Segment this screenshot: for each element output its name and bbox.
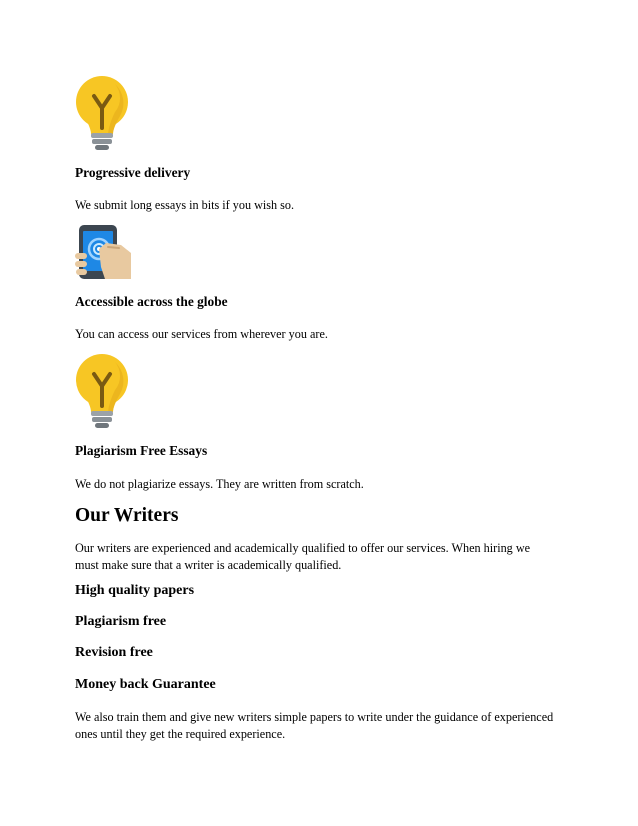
feature-title-progressive-delivery: Progressive delivery [75,165,191,180]
feature-title-accessible: Accessible across the globe [75,294,228,309]
feature-text-progressive-delivery: We submit long essays in bits if you wish so. [75,198,295,212]
feature-title-plagiarism-free-essays: Plagiarism Free Essays [75,443,208,458]
lightbulb-icon [75,354,129,430]
writers-intro-paragraph: Our writers are experienced and academically qualified to offer our services. When hiring we must make sure that a writer is academically qualified. [75,541,531,572]
lightbulb-icon [75,76,129,152]
quality-high-quality-papers: High quality papers [75,583,195,598]
feature-text-plagiarism-free-essays: We do not plagiarize essays. They are written from scratch. [75,477,364,491]
quality-money-back-guarantee: Money back Guarantee [75,677,216,692]
quality-revision-free: Revision free [75,645,153,660]
feature-text-accessible: You can access our services from wherever you are. [75,327,328,341]
writers-outro-paragraph: We also train them and give new writers simple papers to write under the guidance of experienced ones until they get the required experience. [75,710,554,741]
phone-in-hand-icon [75,223,133,283]
section-heading-our-writers: Our Writers [75,505,179,526]
quality-plagiarism-free: Plagiarism free [75,614,167,629]
